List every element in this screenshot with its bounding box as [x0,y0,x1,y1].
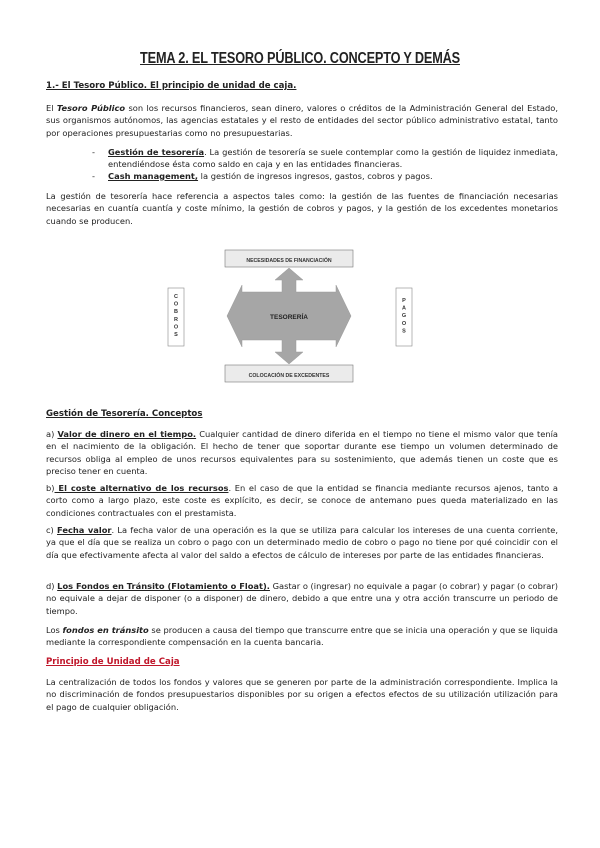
pagos-label: P A G O S [401,298,407,335]
tesoreria-label: TESORERÍA [270,314,308,321]
fondos-transito-paragraph: Los fondos en tránsito se producen a causa del tiempo que transcurre entre que se inicia una operación y que se liquida mediante la correspondiente compensación en la cuenta bancaria. [46,625,558,648]
section2-heading: Gestión de Tesorería. Conceptos [46,409,203,419]
concept-b: b) El coste alternativo de los recursos. En el caso de que la entidad se financia mediante recursos ajenos, tanto a corto como a largo plazo, este coste es explícito, es decir, se conoce de antemano pues queda materializado en las condiciones contractuales con el prestamista. [46,483,558,518]
bullet-cash-management: - Cash management, la gestión de ingresos ingresos, gastos, cobros y pagos. [92,171,433,181]
section1-heading: 1.- El Tesoro Público. El principio de unidad de caja. [46,81,297,91]
unidad-caja-paragraph: La centralización de todos los fondos y valores que se generen por parte de la administración correspondiente. Implica la no discriminación de fondos presupuestarios disponibles por su origen a efectos efectos de su utilización utilización para el pago de cualquier obligación. [46,677,558,712]
concept-c: c) Fecha valor. La fecha valor de una operación es la que se utiliza para calcular los intereses de una cuenta corriente, ya que el día que se realiza un cobro o pago con un determinado medio de cobro o pago no tiene por qué coincidir con el día que efectivamente afecta al valor del saldo a efectos de cálculo de intereses por parte de las entidades financieras. [46,525,559,560]
concept-d: d) Los Fondos en Tránsito (Flotamiento o Float). Gastar o (ingresar) no equivale a pagar (o cobrar) y pagar (o cobrar) no equivale a dejar de disponer (o a disponer) de dinero, debido a que entre una y otra acción transcurre un periodo de tiempo. [46,581,558,616]
page-title: TEMA 2. EL TESORO PÚBLICO. CONCEPTO Y DEMÁS [140,50,460,67]
section3-heading: Principio de Unidad de Caja [46,657,180,667]
excedentes-label: COLOCACIÓN DE EXCEDENTES [248,373,330,379]
financing-label: NECESIDADES DE FINANCIACIÓN [246,258,332,264]
tesoro-paragraph: El Tesoro Público son los recursos financieros, sean dinero, valores o créditos de la Administración General del Estado, sus organismos autónomos, las agencias estatales y el resto de entidades del sector público administrativo estatal, tanto por operaciones presupuestarias como no presupuestarias. [46,103,558,138]
bullet-gestion-tesoreria: - Gestión de tesorería. La gestión de tesorería se suele contemplar como la gestión de liquidez inmediata, entendiéndose ésta como saldo en caja y en las entidades financieras. [92,147,558,170]
gestion-paragraph: La gestión de tesorería hace referencia a aspectos tales como: la gestión de las fuentes de financiación necesarias necesarias en cuantía cuantía y coste mínimo, la gestión de cobros y pagos, y la gestión de los excedentes monetarios cuando se producen. [46,191,558,226]
tesoreria-diagram [165,244,415,386]
cobros-label: C O B R O S [173,294,179,338]
concept-a: a) Valor de dinero en el tiempo. Cualquier cantidad de dinero diferida en el tiempo no tiene el mismo valor que tenía en el nacimiento de la obligación. El hecho de tener que soportar durante ese tiempo un volumen determinado de recursos obliga al empleo de unos recursos equivalentes para su sostenimiento, que además tienen un coste que es preciso tener en cuenta. [46,429,559,476]
